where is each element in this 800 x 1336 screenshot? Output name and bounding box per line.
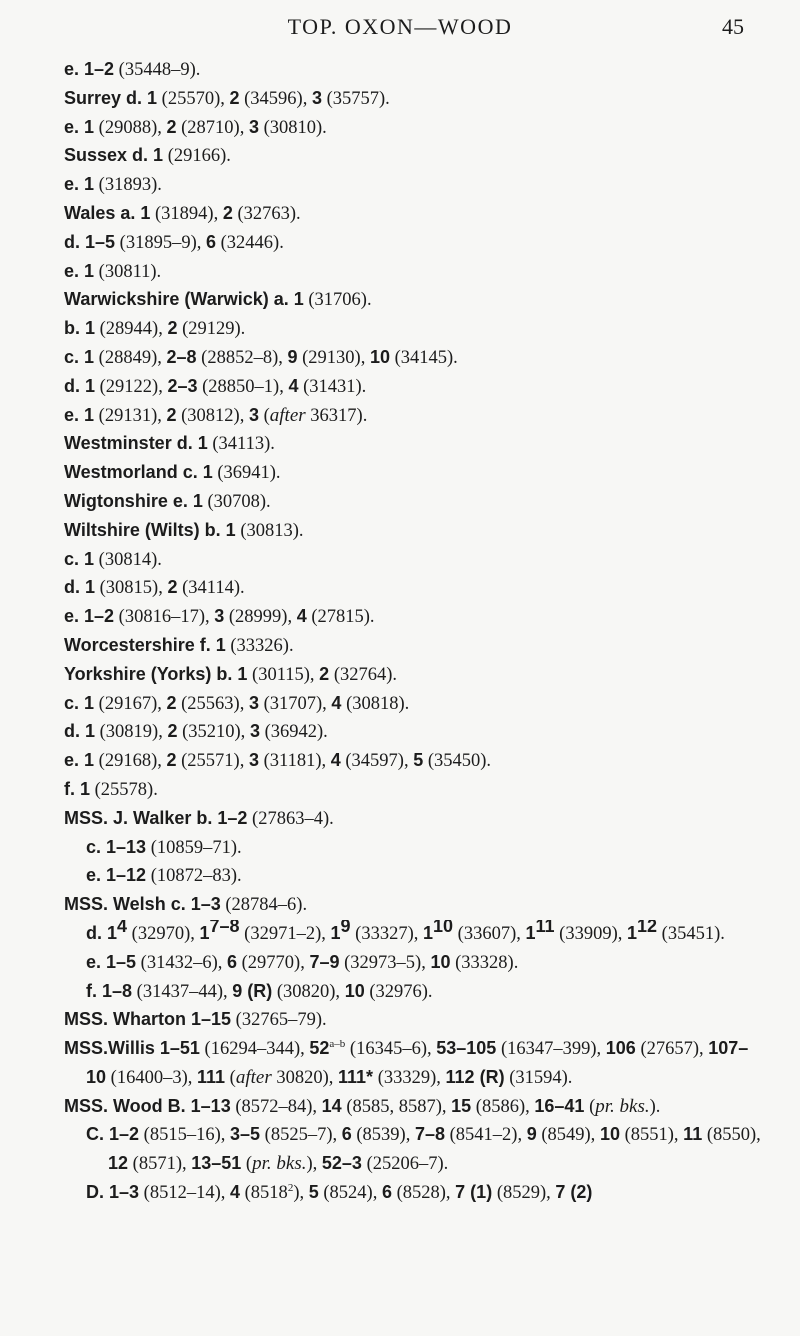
shelfmark: MSS. Welsh c. 1–3	[64, 894, 221, 915]
catalogue-line	[64, 805, 764, 834]
shelfmark: 11	[683, 1124, 703, 1145]
shelfmark: 6	[227, 951, 238, 972]
reference-number: 30820),	[271, 1067, 339, 1088]
italic-note: after	[269, 404, 306, 426]
shelfmark: e. 1–5	[86, 951, 137, 972]
shelfmark: Warwickshire (Warwick) a. 1	[64, 289, 304, 310]
reference-number: (32973–5),	[339, 952, 431, 973]
shelfmark: C. 1–2	[86, 1124, 140, 1145]
catalogue-line	[64, 315, 764, 344]
reference-number: (29130),	[297, 347, 370, 368]
reference-number: (27815).	[306, 607, 375, 628]
reference-number: (16400–3),	[106, 1067, 197, 1088]
shelfmark: 7 (1)	[455, 1182, 493, 1203]
reference-number: (16347–399),	[496, 1039, 606, 1060]
reference-number: 36317).	[305, 405, 368, 426]
reference-number: (31181),	[258, 751, 331, 772]
catalogue-line	[64, 862, 764, 891]
reference-number: (28784–6).	[220, 895, 308, 916]
reference-number: (31594).	[504, 1067, 573, 1088]
shelfmark: 106	[605, 1038, 636, 1059]
superscript: 12	[637, 919, 658, 936]
reference-number: (35757).	[321, 88, 390, 109]
reference-number: (32765–79).	[231, 1010, 327, 1031]
shelfmark: 4	[230, 1182, 241, 1203]
shelfmark: f. 1	[64, 778, 91, 799]
reference-number: (	[225, 1067, 236, 1088]
reference-number: (8528),	[391, 1183, 456, 1204]
reference-number: (8524),	[318, 1183, 382, 1204]
shelfmark: 14	[321, 1095, 342, 1116]
reference-number: (28852–8),	[196, 347, 288, 368]
reference-number: (31893).	[94, 175, 162, 196]
catalogue-line	[64, 1179, 764, 1208]
catalogue-line	[64, 286, 764, 315]
reference-number: (10859–71).	[146, 837, 242, 858]
reference-number: (29122),	[95, 376, 168, 397]
reference-number: (8539),	[351, 1125, 415, 1146]
shelfmark: c. 1–13	[86, 836, 147, 857]
shelfmark: e. 1–2	[64, 59, 115, 79]
shelfmark: 3	[311, 87, 322, 108]
shelfmark: e. 1	[64, 174, 95, 195]
shelfmark: f. 1–8	[86, 980, 133, 1001]
reference-number: (8518	[240, 1183, 288, 1204]
shelfmark: Yorkshire (Yorks) b. 1	[64, 663, 248, 684]
shelfmark: e. 1	[64, 750, 95, 771]
reference-number: (31706).	[303, 290, 372, 311]
reference-number: (30815),	[95, 578, 168, 599]
reference-number: (	[258, 405, 270, 426]
shelfmark: 52	[309, 1038, 330, 1059]
shelfmark: 53–105	[436, 1038, 497, 1059]
catalogue-line	[64, 488, 764, 517]
shelfmark: Wales a. 1	[64, 202, 151, 223]
shelfmark: 10	[369, 346, 390, 367]
shelfmark: 9 (R)	[232, 980, 273, 1001]
reference-number: (31437–44),	[132, 981, 233, 1002]
catalogue-entries	[64, 56, 764, 1208]
superscript: 9	[340, 919, 351, 936]
reference-number: (8551),	[619, 1125, 684, 1146]
shelfmark: 111*	[338, 1066, 374, 1087]
shelfmark: Wiltshire (Wilts) b. 1	[64, 519, 236, 540]
reference-number: (35451).	[657, 923, 725, 944]
catalogue-line	[64, 1006, 764, 1035]
reference-number: (31894),	[150, 203, 223, 224]
shelfmark: e. 1	[64, 404, 95, 425]
shelfmark: e. 1	[64, 260, 95, 281]
shelfmark: MSS. Wharton 1–15	[64, 1009, 232, 1030]
reference-number: (8512–14),	[139, 1183, 230, 1204]
catalogue-line	[64, 891, 764, 920]
shelfmark: 2	[319, 663, 330, 684]
catalogue-line	[64, 603, 764, 632]
italic-note: after	[235, 1066, 272, 1088]
shelfmark: 5	[308, 1182, 319, 1203]
shelfmark: 1	[626, 922, 637, 943]
catalogue-line	[64, 344, 764, 373]
shelfmark: d. 1	[64, 577, 96, 598]
reference-number: (34113).	[207, 434, 275, 455]
catalogue-line	[64, 920, 764, 949]
catalogue-line	[64, 690, 764, 719]
shelfmark: 3	[248, 404, 259, 425]
shelfmark: 2	[167, 721, 178, 742]
running-title: TOP. OXON—WOOD	[287, 14, 513, 39]
reference-number: ),	[293, 1183, 309, 1204]
superscript: 11	[535, 919, 555, 936]
reference-number: (10872–83).	[146, 866, 242, 887]
catalogue-line	[64, 1121, 764, 1179]
shelfmark: e. 1–12	[86, 865, 147, 886]
superscript: 4	[117, 919, 128, 936]
reference-number: (36941).	[212, 463, 281, 484]
catalogue-line	[64, 229, 764, 258]
shelfmark: 3	[248, 116, 259, 137]
catalogue-line	[64, 949, 764, 978]
shelfmark: 2	[166, 116, 177, 137]
shelfmark: e. 1	[64, 116, 95, 137]
reference-number: (35210),	[177, 722, 250, 743]
shelfmark: 7–8	[414, 1124, 446, 1145]
catalogue-line	[64, 142, 764, 171]
reference-number: (25563),	[176, 693, 249, 714]
reference-number: (32971–2),	[239, 923, 331, 944]
shelfmark: c. 1	[64, 692, 95, 713]
shelfmark: 2	[167, 577, 178, 598]
shelfmark: 111	[196, 1066, 226, 1087]
superscript: a–b	[329, 1038, 346, 1051]
catalogue-line	[64, 632, 764, 661]
shelfmark: 5	[413, 750, 424, 771]
reference-number: (30708).	[202, 491, 271, 512]
reference-number: (34145).	[389, 347, 458, 368]
reference-number: (33328).	[450, 952, 519, 973]
shelfmark: 1	[422, 922, 433, 943]
reference-number: (16294–344),	[199, 1039, 310, 1060]
shelfmark: 7–9	[309, 951, 340, 972]
catalogue-line	[64, 56, 764, 85]
shelfmark: 10	[599, 1124, 620, 1145]
reference-number: (30813).	[235, 520, 304, 541]
reference-number: (36942).	[259, 722, 328, 743]
reference-number: (30812),	[176, 405, 249, 426]
reference-number: (31895–9),	[115, 232, 206, 253]
reference-number: (29129).	[177, 319, 246, 340]
shelfmark: 2	[166, 404, 177, 425]
shelfmark: MSS. Wood B. 1–13	[64, 1095, 231, 1116]
shelfmark: 107–10	[86, 1038, 749, 1087]
reference-number: (8515–16),	[139, 1125, 230, 1146]
shelfmark: 12	[108, 1153, 129, 1174]
shelfmark: Sussex d. 1	[64, 145, 164, 166]
reference-number: (29770),	[237, 952, 310, 973]
shelfmark: c. 1	[64, 548, 95, 569]
shelfmark: 9	[526, 1124, 537, 1145]
reference-number: (30814).	[94, 549, 162, 570]
reference-number: (28849),	[94, 347, 167, 368]
shelfmark: 3–5	[230, 1124, 261, 1145]
reference-number: (28944),	[95, 319, 168, 340]
reference-number: (	[584, 1096, 596, 1117]
shelfmark: 4	[296, 606, 307, 627]
reference-number: (29088),	[94, 117, 167, 138]
shelfmark: MSS.Willis 1–51	[64, 1038, 200, 1059]
catalogue-line	[64, 200, 764, 229]
reference-number: (8550),	[702, 1125, 761, 1146]
catalogue-line	[64, 747, 764, 776]
reference-number: (32763).	[232, 203, 301, 224]
shelfmark: 4	[331, 692, 342, 713]
reference-number: (27863–4).	[247, 808, 334, 829]
catalogue-line	[64, 430, 764, 459]
shelfmark: 10	[430, 951, 451, 972]
reference-number: (30816–17),	[114, 607, 215, 628]
reference-number: (28999),	[224, 607, 297, 628]
reference-number: (31707),	[258, 693, 332, 714]
shelfmark: e. 1–2	[64, 606, 115, 627]
catalogue-line	[64, 258, 764, 287]
shelfmark: 3	[248, 750, 259, 771]
reference-number: (34114).	[177, 578, 245, 599]
reference-number: (32764).	[329, 664, 398, 685]
catalogue-line	[64, 574, 764, 603]
shelfmark: 4	[288, 375, 299, 396]
reference-number: (27657),	[635, 1039, 709, 1060]
reference-number: (33909),	[554, 923, 627, 944]
catalogue-line	[64, 171, 764, 200]
reference-number: (34596),	[239, 88, 312, 109]
italic-note: pr. bks.	[595, 1095, 650, 1117]
shelfmark: Westmorland c. 1	[64, 462, 213, 483]
reference-number: (28850–1),	[197, 376, 289, 397]
shelfmark: 1	[525, 922, 536, 943]
shelfmark: 13–51	[191, 1153, 242, 1174]
catalogue-line	[64, 402, 764, 431]
shelfmark: 6	[205, 231, 216, 252]
reference-number: (33329),	[373, 1067, 446, 1088]
shelfmark: 4	[330, 750, 341, 771]
shelfmark: 1	[199, 922, 210, 943]
reference-number: (30819),	[95, 722, 168, 743]
running-header	[0, 14, 800, 48]
shelfmark: 2	[229, 87, 240, 108]
shelfmark: 2–3	[167, 375, 198, 396]
reference-number: (25578).	[90, 779, 158, 800]
shelfmark: 2	[222, 202, 233, 223]
catalogue-line	[64, 85, 764, 114]
catalogue-line	[64, 776, 764, 805]
shelfmark: 2–8	[166, 346, 197, 367]
catalogue-line	[64, 978, 764, 1007]
shelfmark: 16–41	[534, 1095, 585, 1116]
reference-number: (8572–84),	[230, 1096, 322, 1117]
reference-number: (25571),	[176, 751, 249, 772]
shelfmark: MSS. J. Walker b. 1–2	[64, 807, 248, 828]
reference-number: (32976).	[364, 981, 433, 1002]
reference-number: (8571),	[128, 1154, 192, 1175]
reference-number: (34597),	[340, 751, 414, 772]
reference-number: (30811).	[94, 261, 162, 282]
reference-number: (28710),	[176, 117, 249, 138]
shelfmark: d. 1	[64, 721, 96, 742]
catalogue-line	[64, 834, 764, 863]
reference-number: (30820),	[272, 981, 345, 1002]
reference-number: (33607),	[453, 923, 526, 944]
shelfmark: 2	[167, 318, 178, 339]
shelfmark: 6	[341, 1124, 352, 1145]
reference-number: (29167),	[94, 693, 167, 714]
shelfmark: 112 (R)	[445, 1066, 505, 1087]
reference-number: (35450).	[423, 751, 492, 772]
shelfmark: 2	[166, 750, 177, 771]
reference-number: (32970),	[127, 923, 200, 944]
superscript: 2	[287, 1182, 294, 1195]
reference-number: (16345–6),	[345, 1039, 437, 1060]
catalogue-line	[64, 517, 764, 546]
shelfmark: 9	[287, 346, 298, 367]
shelfmark: 3	[248, 692, 259, 713]
reference-number: (8586),	[471, 1096, 535, 1117]
reference-number: (35448–9).	[114, 60, 201, 80]
catalogue-line	[64, 1093, 764, 1122]
catalogue-line	[64, 114, 764, 143]
reference-number: ).	[649, 1096, 661, 1117]
page-number: 45	[722, 14, 744, 39]
catalogue-line	[64, 546, 764, 575]
reference-number: (30810).	[258, 117, 327, 138]
superscript: 10	[433, 919, 454, 936]
catalogue-line	[64, 459, 764, 488]
shelfmark: 15	[451, 1095, 472, 1116]
shelfmark: 1	[330, 922, 341, 943]
shelfmark: 7 (2)	[555, 1182, 593, 1203]
shelfmark: D. 1–3	[86, 1182, 140, 1203]
shelfmark: 3	[214, 606, 225, 627]
shelfmark: 2	[166, 692, 177, 713]
reference-number: (8585, 8587),	[341, 1096, 452, 1117]
catalogue-line	[64, 661, 764, 690]
catalogue-line	[64, 373, 764, 402]
shelfmark: c. 1	[64, 346, 95, 367]
reference-number: (25570),	[157, 88, 230, 109]
reference-number: (25206–7).	[361, 1154, 449, 1175]
catalogue-line	[64, 1035, 764, 1093]
shelfmark: 52–3	[321, 1153, 362, 1174]
shelfmark: Worcestershire f. 1	[64, 634, 226, 655]
shelfmark: d. 1	[64, 375, 96, 396]
reference-number: (8529),	[492, 1183, 556, 1204]
reference-number: (8525–7),	[260, 1125, 342, 1146]
reference-number: (8541–2),	[445, 1125, 527, 1146]
shelfmark: d. 1–5	[64, 231, 116, 252]
shelfmark: Surrey d. 1	[64, 87, 158, 108]
reference-number: (31432–6),	[136, 952, 227, 973]
reference-number: (8549),	[536, 1125, 600, 1146]
shelfmark: Wigtonshire e. 1	[64, 490, 203, 511]
reference-number: (33327),	[350, 923, 423, 944]
superscript: 7–8	[209, 919, 240, 936]
shelfmark: b. 1	[64, 318, 96, 339]
catalogue-line	[64, 718, 764, 747]
reference-number: (32446).	[216, 232, 284, 253]
reference-number: (29168),	[94, 751, 167, 772]
reference-number: (30115),	[247, 664, 320, 685]
reference-number: (33326).	[225, 635, 294, 656]
shelfmark: 6	[381, 1182, 392, 1203]
reference-number: (29166).	[163, 146, 231, 167]
reference-number: (31431).	[298, 376, 367, 397]
italic-note: pr. bks.	[252, 1153, 307, 1175]
reference-number: ),	[306, 1154, 322, 1175]
shelfmark: 10	[344, 980, 365, 1001]
shelfmark: d. 1	[86, 922, 118, 943]
shelfmark: Westminster d. 1	[64, 433, 208, 454]
reference-number: (29131),	[94, 405, 167, 426]
shelfmark: 3	[249, 721, 260, 742]
reference-number: (	[241, 1154, 253, 1175]
reference-number: (30818).	[341, 693, 410, 714]
